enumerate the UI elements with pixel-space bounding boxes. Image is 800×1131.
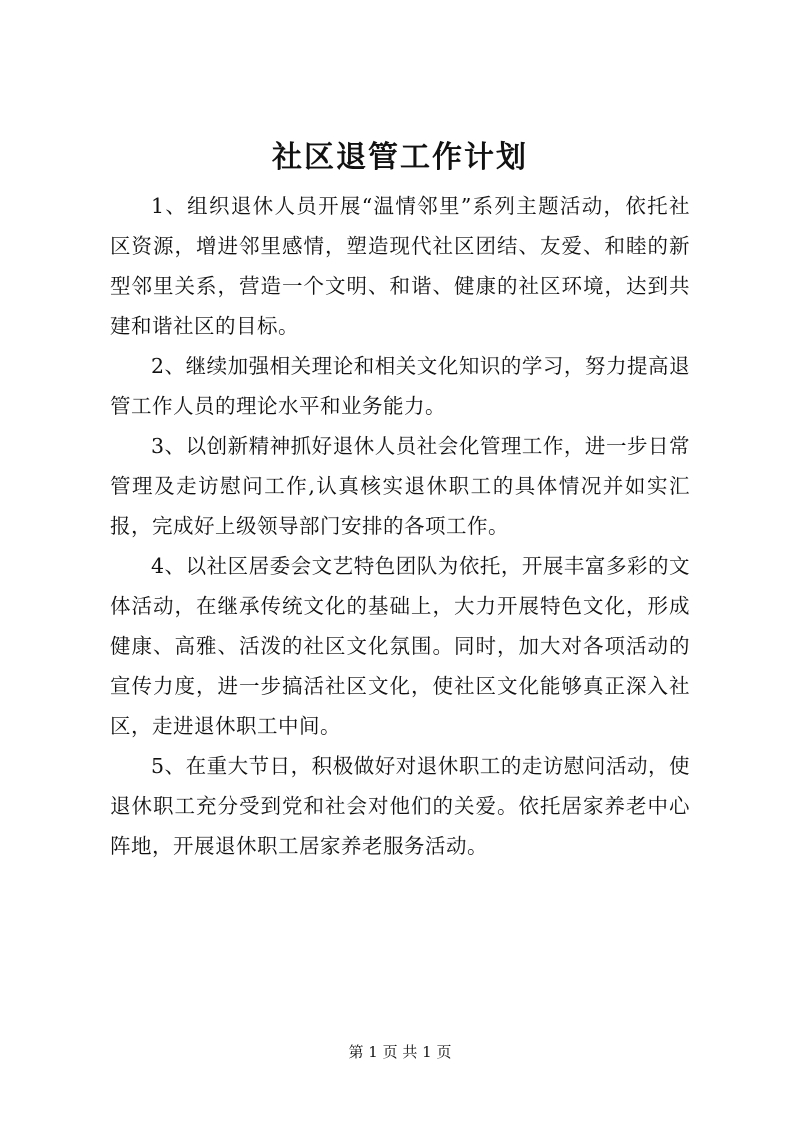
page-number-footer: 第 1 页 共 1 页 [348,1043,452,1061]
document-title: 社区退管工作计划 [272,140,528,175]
paragraph-5: 5、在重大节日，积极做好对退休职工的走访慰问活动，使退休职工充分受到党和社会对他们的关爱。依托居家养老中心阵地，开展退休职工居家养老服务活动。 [110,754,690,858]
paragraph-1: 1、组织退休人员开展“温情邻里”系列主题活动，依托社区资源，增进邻里感情，塑造现代社区团结、友爱、和睦的新型邻里关系，营造一个文明、和谐、健康的社区环境，达到共建和谐社区的目标。 [110,194,690,338]
paragraph-2: 2、继续加强相关理论和相关文化知识的学习，努力提高退管工作人员的理论水平和业务能力。 [110,354,690,418]
paragraph-4: 4、以社区居委会文艺特色团队为依托，开展丰富多彩的文体活动，在继承传统文化的基础上，大力开展特色文化，形成健康、高雅、活泼的社区文化氛围。同时，加大对各项活动的宣传力度，进一步搞活社区文化，使社区文化能够真正深入社区，走进退休职工中间。 [110,554,690,738]
document-body [110,186,690,866]
paragraph-3: 3、以创新精神抓好退休人员社会化管理工作，进一步日常管理及走访慰问工作,认真核实退休职工的具体情况并如实汇报，完成好上级领导部门安排的各项工作。 [110,434,690,538]
